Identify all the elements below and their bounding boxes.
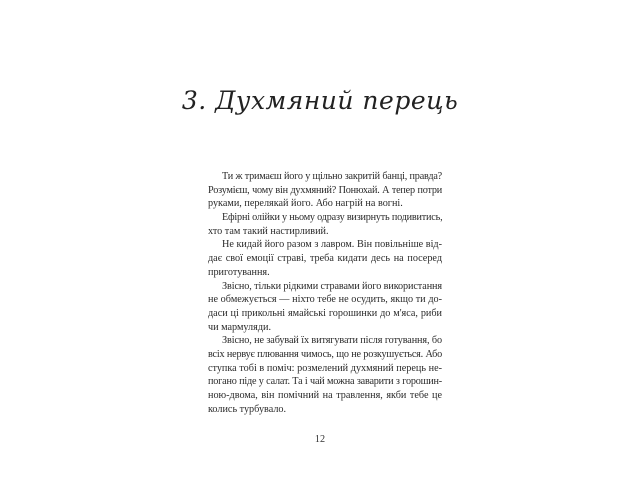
text-line: погано піде у салат. Та і чай можна заварити з горошин-	[208, 376, 442, 388]
text-line: не обмежується — ніхто тебе не осудить, якщо ти до-	[208, 294, 442, 306]
text-line: Ти ж тримаєш його у щільно закритій банці, правда?	[222, 171, 442, 182]
chapter-title: 3. Духмяний перець	[181, 86, 459, 115]
page-number: 12	[314, 434, 326, 445]
text-line: Не кидай його разом з лавром. Він повільніше від-	[222, 239, 442, 251]
text-line: даси ці прикольні ямайські горошинки до м'яса, риби	[208, 307, 442, 319]
text-line: колись турбувало.	[208, 403, 287, 415]
text-line: хто там такий настирливий.	[208, 225, 329, 237]
text-line: Звісно, тільки рідкими стравами його використання	[222, 280, 442, 292]
text-line: руками, перелякай його. Або нагрій на вогні.	[208, 198, 403, 210]
text-line: чи мармуляди.	[208, 321, 272, 333]
text-line: дає свої емоції страві, треба кидати десь на посеред	[208, 253, 442, 265]
text-line: Ефірні олійки у ньому одразу визирнуть подивитись,	[222, 212, 443, 224]
chapter-body	[208, 170, 442, 416]
text-line: ною-двома, він помічний на травлення, якби тебе це	[208, 390, 442, 401]
text-line: приготування.	[208, 266, 270, 278]
text-line: ступка тобі в поміч: розмелений духмяний перець не-	[208, 362, 442, 374]
text-line: Розумієш, чому він духмяний? Понюхай. А тепер потри	[208, 184, 442, 196]
text-line: всіх нервує плювання чимось, що не розкушується. Або	[208, 348, 442, 360]
text-line: Звісно, не забувай їх витягувати після готування, бо	[222, 335, 442, 347]
